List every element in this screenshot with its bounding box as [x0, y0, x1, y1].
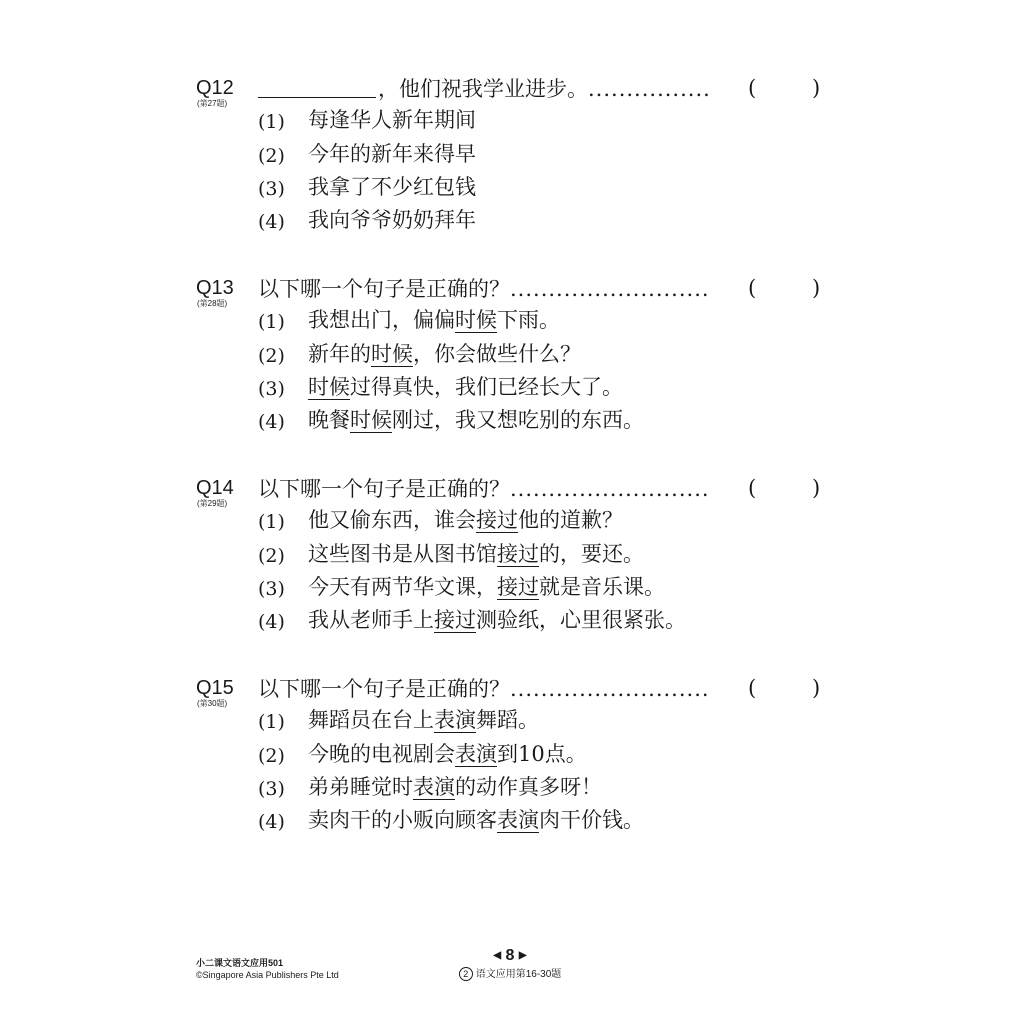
option-1: (1) 他又偷东西，谁会接过他的道歉？ — [258, 508, 623, 533]
footer-book-info — [196, 957, 339, 981]
option-1: (1) 我想出门，偏偏时候下雨。 — [258, 308, 560, 333]
option-2: (2) 今年的新年来得早 — [258, 142, 476, 167]
option-3: (3) 弟弟睡觉时表演的动作真多呀！ — [258, 775, 602, 800]
answer-paren-open: ( — [748, 76, 757, 100]
arrow-right-icon: ▶ — [518, 950, 527, 961]
footer-page-info — [440, 946, 580, 982]
arrow-left-icon: ◀ — [493, 950, 502, 961]
option-2: (2) 新年的时候，你会做些什么？ — [258, 342, 581, 367]
section-circle: 2 — [459, 967, 473, 981]
option-4: (4) 我从老师手上接过测验纸，心里很紧张。 — [258, 608, 686, 633]
question-label: Q12 — [196, 77, 234, 99]
question-stem: 以下哪一个句子是正确的？.......................... — [258, 677, 710, 701]
copyright: ©Singapore Asia Publishers Pte Ltd — [196, 970, 339, 980]
question-label: Q15 — [196, 677, 234, 699]
question-ref: (第30题) — [197, 699, 228, 708]
question-stem: ，他们祝我学业进步。................ — [258, 76, 768, 104]
question-label: Q14 — [196, 477, 234, 499]
option-3: (3) 我拿了不少红包钱 — [258, 175, 476, 200]
question-stem: 以下哪一个句子是正确的？.......................... — [258, 277, 710, 301]
answer-paren-close: ) — [812, 76, 821, 100]
fill-blank[interactable] — [258, 77, 376, 98]
book-title: 小二课文语文应用501 — [196, 958, 284, 968]
answer-paren-close: ) — [812, 676, 821, 700]
question-label: Q13 — [196, 277, 234, 299]
question-q12 — [0, 76, 1024, 266]
answer-paren-open: ( — [748, 476, 757, 500]
question-stem: 以下哪一个句子是正确的？.......................... — [258, 477, 710, 501]
option-4: (4) 卖肉干的小贩向顾客表演肉干价钱。 — [258, 808, 644, 833]
question-ref: (第29题) — [197, 499, 228, 508]
option-4: (4) 我向爷爷奶奶拜年 — [258, 208, 476, 233]
page-number: ◀ 8 ▶ — [493, 947, 527, 964]
answer-paren-close: ) — [812, 476, 821, 500]
option-3: (3) 时候过得真快，我们已经长大了。 — [258, 375, 623, 400]
section-label: 2 语文应用第16-30题 — [440, 967, 580, 982]
option-4: (4) 晚餐时候刚过，我又想吃别的东西。 — [258, 408, 644, 433]
question-q15 — [0, 676, 1024, 866]
option-1: (1) 每逢华人新年期间 — [258, 108, 476, 133]
question-ref: (第27题) — [197, 99, 228, 108]
question-q13 — [0, 276, 1024, 466]
option-2: (2) 这些图书是从图书馆接过的，要还。 — [258, 542, 644, 567]
answer-paren-open: ( — [748, 676, 757, 700]
question-q14 — [0, 476, 1024, 666]
question-ref: (第28题) — [197, 299, 228, 308]
option-2: (2) 今晚的电视剧会表演到10点。 — [258, 742, 587, 767]
option-3: (3) 今天有两节华文课，接过就是音乐课。 — [258, 575, 665, 600]
answer-paren-open: ( — [748, 276, 757, 300]
option-1: (1) 舞蹈员在台上表演舞蹈。 — [258, 708, 539, 733]
answer-paren-close: ) — [812, 276, 821, 300]
